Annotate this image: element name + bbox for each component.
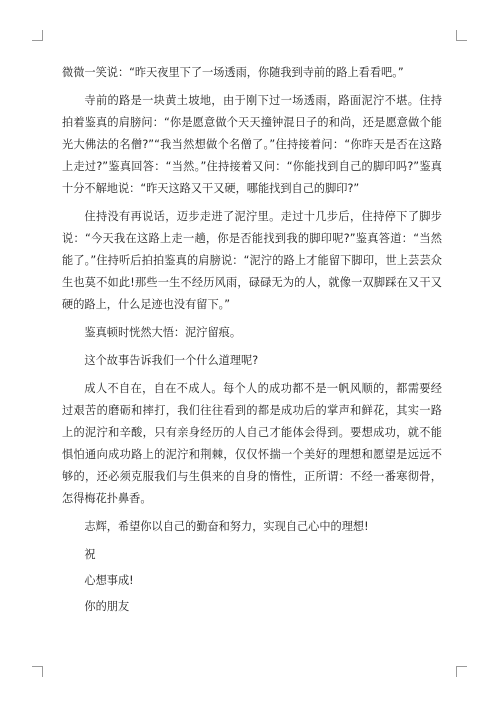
crop-mark-bottom-left	[32, 666, 43, 677]
paragraph-2: 寺前的路是一块黄土坡地，由于刚下过一场透雨，路面泥泞不堪。住持拍着鉴真的肩膀问：“你是愿意做个天天撞钟混日子的和尚，还是愿意做个能光大佛法的名僧?”“我当然想做个名僧了。”住持接着问：“你昨天是否在这路上走过?”鉴真回答：“当然。”住持接着又问：“你能找到自己的脚印吗?”鉴真十分不解地说：“昨天这路又干又硬，哪能找到自己的脚印?”	[62, 94, 442, 195]
paragraph-6: 成人不自在，自在不成人。每个人的成功都不是一帆风顺的，都需要经过艰苦的磨砺和摔打，我们往往看到的都是成功后的掌声和鲜花，其实一路上的泥泞和辛酸，只有亲身经历的人自己才能体会得到。要想成功，就不能惧怕通向成功路上的泥泞和荆棘，仅仅怀揣一个美好的理想和愿望是远远不够的，还必须克服我们与生俱来的自身的惰性，正所谓：不经一番寒彻骨，怎得梅花扑鼻香。	[62, 382, 442, 505]
crop-mark-bottom-right	[456, 666, 467, 677]
paragraph-1: 微微一笑说：“昨天夜里下了一场透雨，你随我到寺前的路上看看吧。”	[62, 66, 404, 79]
paragraph-5: 这个故事告诉我们一个什么道理呢?	[84, 354, 259, 367]
signature: 你的朋友	[84, 600, 130, 613]
paragraph-4: 鉴真顿时恍然大悟：泥泞留痕。	[84, 326, 242, 339]
closing-salutation: 祝	[84, 548, 96, 561]
crop-mark-top-left	[32, 30, 43, 41]
document-body	[62, 62, 442, 622]
closing-wish: 心想事成!	[84, 574, 134, 587]
paragraph-3: 住持没有再说话，迈步走进了泥泞里。走过十几步后，住持停下了脚步说：“今天我在这路上走一趟，你是否能找到我的脚印呢?”鉴真答道：“当然能了。”住持听后拍拍鉴真的肩膀说：“泥泞的路上才能留下脚印，世上芸芸众生也莫不如此!那些一生不经历风雨，碌碌无为的人，就像一双脚踩在又干又硬的路上，什么足迹也没有留下。”	[62, 210, 442, 311]
paragraph-7: 志辉，希望你以自己的勤奋和努力，实现自己心中的理想!	[84, 520, 369, 533]
crop-mark-top-right	[456, 30, 467, 41]
